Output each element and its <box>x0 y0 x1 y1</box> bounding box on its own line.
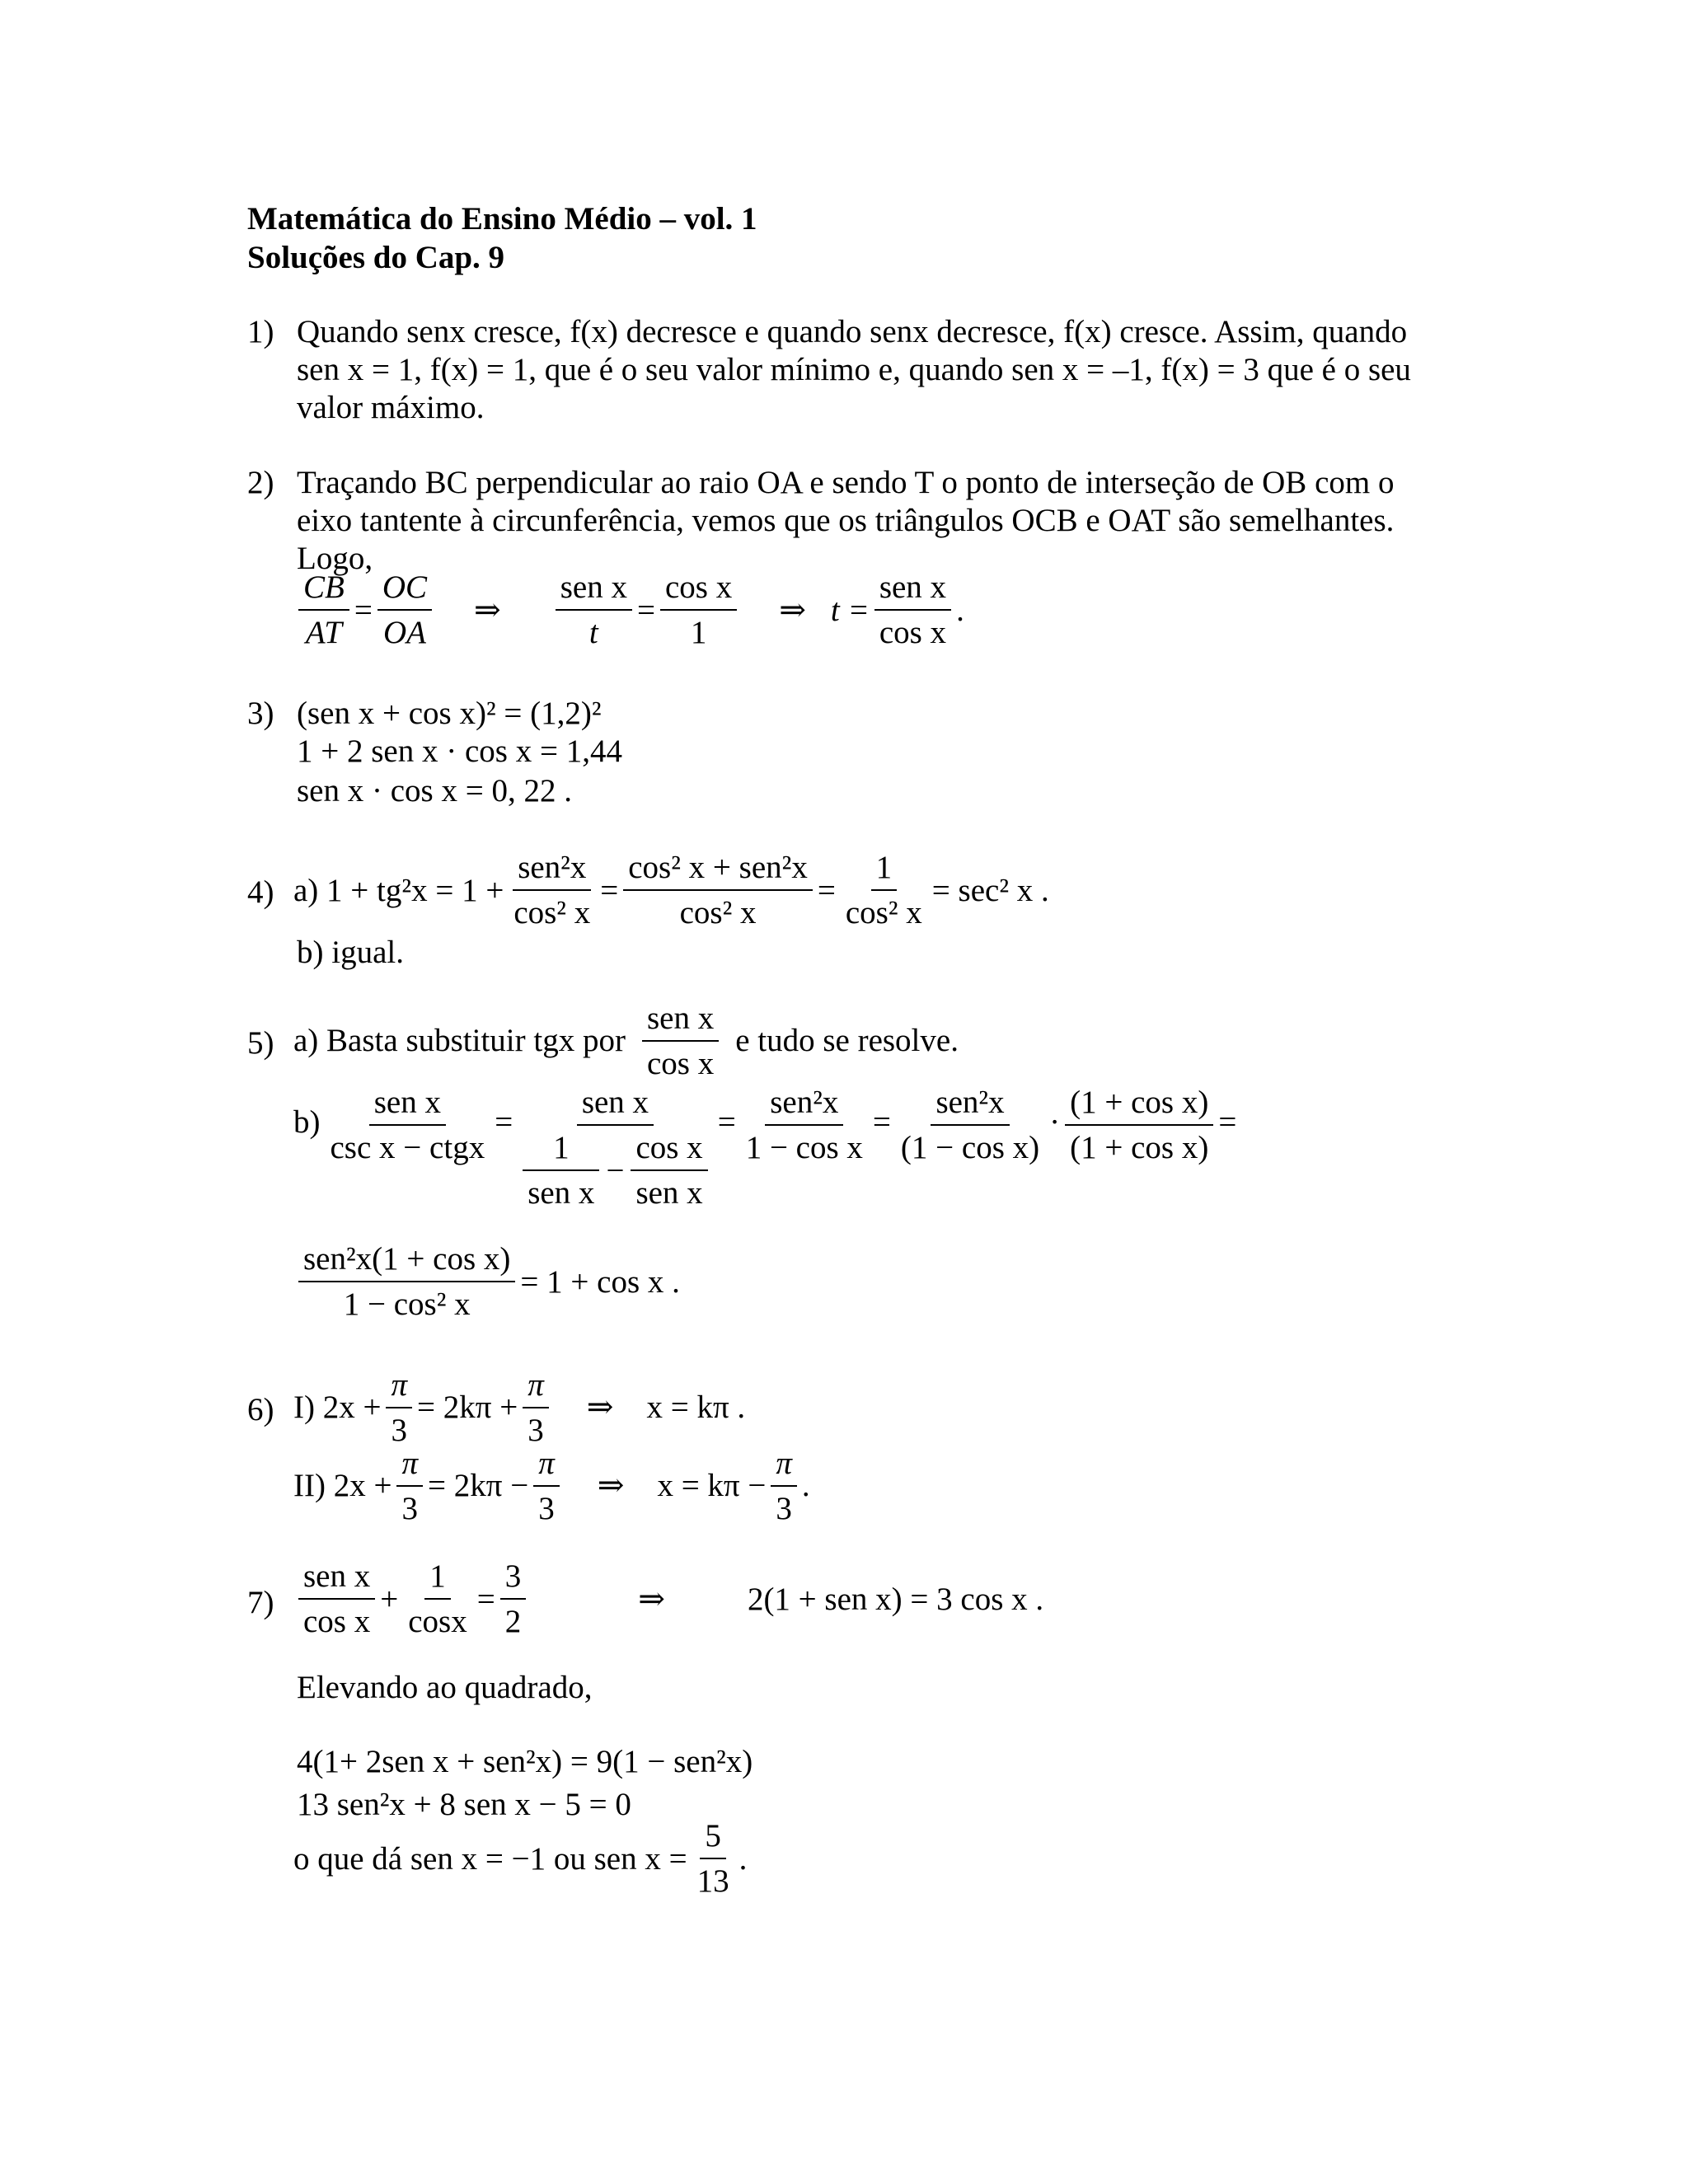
q5-number: 5) <box>247 1025 274 1061</box>
q6-i-equation: I) 2x + $\frac{\pi}{3}$ = 2kπ + $\frac{\pi}{3}$ ⇒ x = kπ . <box>293 1366 746 1448</box>
q4b-line: b) igual. <box>297 935 404 970</box>
q5b-equation: b) $\frac{\text{sen x}}{\text{csc x − ctgx}}$ = sen x $\frac{1}{\text{sen x}}$ − $\frac{\text{cos x}}{\text{sen x}}$ = $\frac{\text{sen²x}}{\text{1 − cos x}}$ = $\frac{\text{sen²x}}{\text{(1 − cos x)}}$ · $\frac{\text{(1 + cos x)}}{\text{(1 + cos x)}}$ = <box>293 1085 1237 1211</box>
document-title: Matemática do Ensino Médio – vol. 1 <box>247 201 757 237</box>
fraction: $\frac{3}{2}$ <box>500 1558 527 1640</box>
fraction: $\frac{\text{cos² x + sen²x}}{\text{cos² x}}$ <box>623 849 813 931</box>
q1-line2: sen x = 1, f(x) = 1, que é o seu valor mínimo e, quando sen x = –1, f(x) = 3 que é o seu <box>297 352 1411 387</box>
fraction: sen x $\frac{1}{\text{sen x}}$ − $\frac{\text{cos x}}{\text{sen x}}$ <box>518 1084 713 1212</box>
q7-line2: 13 sen²x + 8 sen x − 5 = 0 <box>297 1787 631 1822</box>
q2-line2: eixo tantente à circunferência, vemos que os triângulos OCB e OAT são semelhantes. <box>297 503 1395 538</box>
fraction: $\frac{\pi}{3}$ <box>396 1445 423 1527</box>
q7-line3: o que dá sen x = −1 ou sen x = $\frac{5}{13}$ . <box>293 1818 748 1899</box>
implies-symbol: ⇒ <box>779 592 806 628</box>
q7-elevando: Elevando ao quadrado, <box>297 1670 593 1705</box>
q1-number: 1) <box>247 314 274 349</box>
q2-line3: Logo, <box>297 541 373 576</box>
q6-number: 6) <box>247 1392 274 1427</box>
q6-ii-equation: II) 2x + $\frac{\pi}{3}$ = 2kπ − $\frac{\pi}{3}$ ⇒ x = kπ − $\frac{\pi}{3}$ . <box>293 1445 810 1526</box>
q3-line3: sen x · cos x = 0, 22 . <box>297 773 572 808</box>
q2-number: 2) <box>247 465 274 500</box>
fraction: $\frac{5}{13}$ <box>696 1818 729 1899</box>
fraction: $\frac{\text{sen x}}{\text{cos x}}$ <box>642 1000 719 1082</box>
q2-equation: $\frac{CB}{AT}$ = $\frac{OC}{OA}$ ⇒ $\frac{\text{sen x}}{t}$ = $\frac{\text{cos x}}{1}$ ⇒ t = $\frac{\text{sen x}}{\text{cos x}}$ . <box>293 569 964 651</box>
fraction: $\frac{\text{sen x}}{\text{cos x}}$ <box>874 569 951 651</box>
fraction: $\frac{\pi}{3}$ <box>771 1445 797 1527</box>
fraction: $\frac{\text{sen x}}{\text{cos x}}$ <box>298 1558 375 1640</box>
fraction: $\frac{1}{\text{cos² x}}$ <box>845 850 922 930</box>
fraction: $\frac{\text{sen x}}{\text{csc x − ctgx}}$ <box>330 1085 485 1165</box>
fraction: $\frac{\text{cos x}}{\text{sen x}}$ <box>631 1129 707 1212</box>
q4-number: 4) <box>247 874 274 910</box>
fraction: $\frac{\text{sen x}}{t}$ <box>556 569 632 651</box>
q5a-line: a) Basta substituir tgx por $\frac{\text{sen x}}{\text{cos x}}$ e tudo se resolve. <box>293 1000 959 1081</box>
q7-line1: 4(1+ 2sen x + sen²x) = 9(1 − sen²x) <box>297 1744 753 1779</box>
document-subtitle: Soluções do Cap. 9 <box>247 240 505 275</box>
fraction: $\frac{\text{cos x}}{1}$ <box>660 569 737 651</box>
q4a-equation: a) 1 + tg²x = 1 + $\frac{\text{sen²x}}{\text{cos² x}}$ = $\frac{\text{cos² x + sen²x}}{\text{cos² x}}$ = $\frac{1}{\text{cos² x}}$ = sec² x . <box>293 850 1049 930</box>
q3-number: 3) <box>247 696 274 731</box>
fraction: $\frac{OC}{OA}$ <box>377 569 432 651</box>
fraction: $\frac{\text{sen²x}}{\text{1 − cos x}}$ <box>745 1085 863 1165</box>
fraction: $\frac{\text{sen²x(1 + cos x)}}{\text{1 − cos² x}}$ <box>298 1240 515 1323</box>
q2-line1: Traçando BC perpendicular ao raio OA e sendo T o ponto de interseção de OB com o <box>297 465 1395 500</box>
fraction: $\frac{\text{(1 + cos x)}}{\text{(1 + cos x)}}$ <box>1065 1084 1213 1166</box>
fraction: $\frac{\text{sen²x}}{\text{(1 − cos x)}}$ <box>900 1085 1040 1165</box>
fraction: $\frac{1}{\text{sen x}}$ <box>523 1129 599 1212</box>
q3-line1: (sen x + cos x)² = (1,2)² <box>297 696 602 731</box>
fraction: $\frac{1}{\cos x}$ <box>408 1558 467 1639</box>
q1-line1: Quando senx cresce, f(x) decresce e quando senx decresce, f(x) cresce. Assim, quando <box>297 314 1408 349</box>
q1-line3: valor máximo. <box>297 390 485 425</box>
fraction: $\frac{CB}{AT}$ <box>298 569 349 651</box>
fraction: $\frac{\text{sen²x}}{\text{cos² x}}$ <box>513 850 591 930</box>
fraction: $\frac{\pi}{3}$ <box>533 1445 560 1527</box>
q7-equation: $\frac{\text{sen x}}{\text{cos x}}$ + $\frac{1}{\cos x}$ = $\frac{3}{2}$ ⇒ 2(1 + sen x) = 3 cos x . <box>293 1558 1043 1640</box>
fraction: $\frac{\pi}{3}$ <box>523 1366 549 1449</box>
q5b-continuation: $\frac{\text{sen²x(1 + cos x)}}{\text{1 − cos² x}}$ = 1 + cos x . <box>293 1240 680 1323</box>
q7-number: 7) <box>247 1585 274 1620</box>
fraction: $\frac{\pi}{3}$ <box>386 1366 412 1449</box>
q3-line2: 1 + 2 sen x · cos x = 1,44 <box>297 733 622 769</box>
implies-symbol: ⇒ <box>474 592 501 628</box>
